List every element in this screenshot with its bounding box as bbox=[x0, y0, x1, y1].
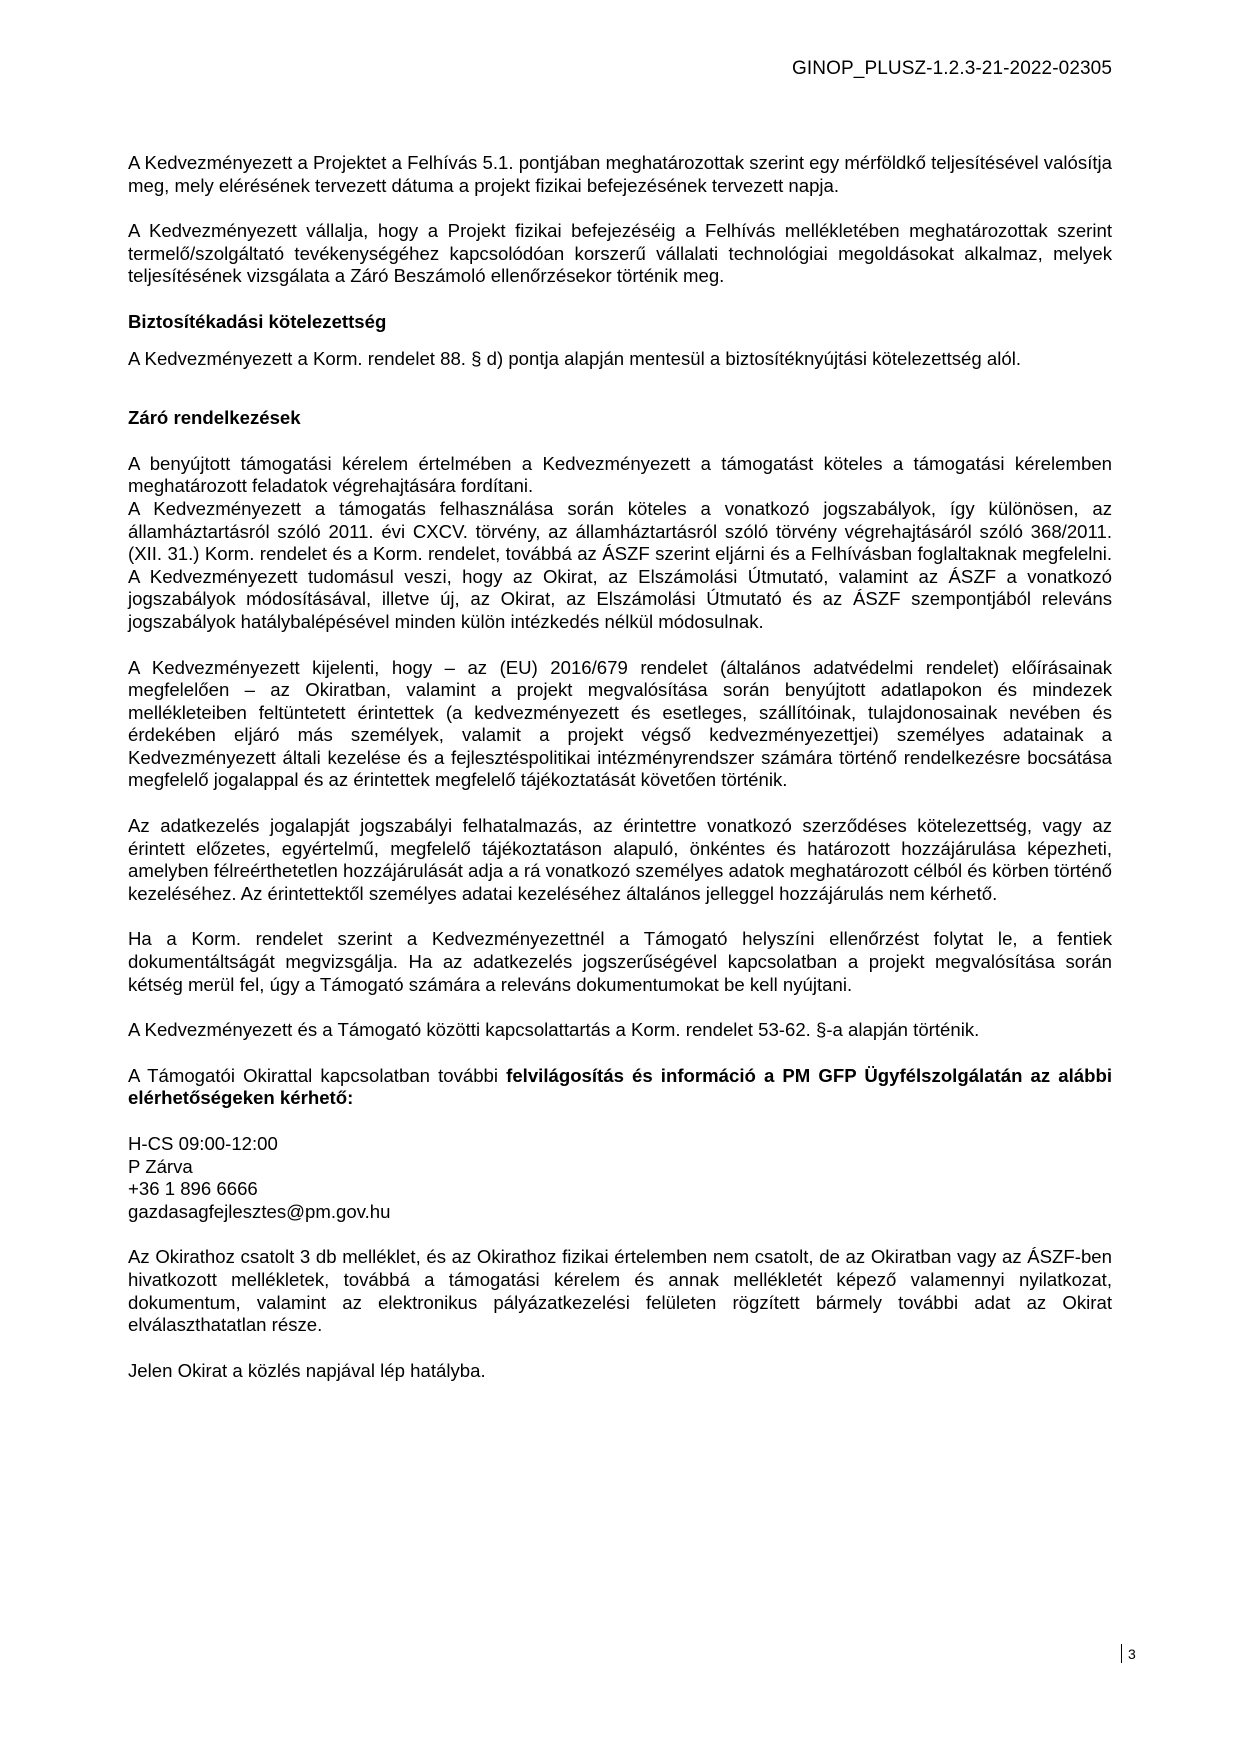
paragraph-data-processing-basis: Az adatkezelés jogalapját jogszabályi felhatalmazás, az érintettre vonatkozó szerződéses kötelezettség, vagy az érintett előzetes, egyértelmű, megfelelő tájékoztatáson alapuló, önkéntes és határozott hozzájárulása képezheti, amelyben félreérthetetlen hozzájárulását adja a rá vonatkozó személyes adatok meghatározott célból és körben történő kezeléséhez. Az érintettektől személyes adatai kezeléséhez általános jelleggel hozzájárulás nem kérhető. bbox=[128, 815, 1112, 904]
contact-phone: +36 1 896 6666 bbox=[128, 1178, 258, 1200]
contact-block bbox=[128, 1133, 1112, 1223]
paragraph-onsite-inspection: Ha a Korm. rendelet szerint a Kedvezményezettnél a Támogató helyszíni ellenőrzést folytat le, a fentiek dokumentáltságát megvizsgálja. Ha az adatkezelés jogszerűségével kapcsolatban a projekt megvalósítása során kétség merül fel, úgy a Támogató számára a releváns dokumentumokat be kell nyújtani. bbox=[128, 928, 1112, 995]
paragraph-legal-compliance: A Kedvezményezett a támogatás felhasználása során köteles a vonatkozó jogszabályok, így különösen, az államháztartásról szóló 2011. évi CXCV. törvény, az államháztartásról szóló törvény végrehajtásáról szóló 368/2011. (XII. 31.) Korm. rendelet és a Korm. rendelet, továbbá az ÁSZF szerint eljárni és a Felhívásban foglaltaknak megfelelni. A Kedvezményezett tudomásul veszi, hogy az Okirat, az Elszámolási Útmutató, valamint az ÁSZF a vonatkozó jogszabályok módosításával, illetve új, az Okirat, az Elszámolási Útmutató és az ÁSZF szempontjából releváns jogszabályok hatálybalépésével minden külön intézkedés nélkül módosulnak. bbox=[128, 497, 1112, 632]
paragraph-guarantee-exemption: A Kedvezményezett a Korm. rendelet 88. § d) pontja alapján mentesül a biztosítéknyújtási kötelezettség alól. bbox=[128, 347, 1022, 369]
paragraph-milestone: A Kedvezményezett a Projektet a Felhívás 5.1. pontjában meghatározottak szerint egy mérföldkő teljesítésével valósítja meg, mely elérésének tervezett dátuma a projekt fizikai befejezésének tervezett napja. bbox=[128, 152, 1112, 196]
paragraph-gdpr-statement: A Kedvezményezett kijelenti, hogy – az (EU) 2016/679 rendelet (általános adatvédelmi rendelet) előírásainak megfelelően – az Okiratban, valamint a projekt megvalósítása során benyújtott adatlapokon és mindezek mellékleteiben feltüntetett érintettek (a kedvezményezett és esetleges, szállítóinak, tulajdonosainak nevében és érdekében eljáró más személyek, valamit a projekt végső kedvezményezettjei) személyes adatainak a Kedvezményezett általi kezelése és a fejlesztéspolitikai intézményrendszer számára történő rendelkezésre bocsátása megfelelő jogalappal és az érintettek megfelelő tájékoztatását követően történik. bbox=[128, 656, 1112, 791]
paragraph-annexes: Az Okirathoz csatolt 3 db melléklet, és az Okirathoz fizikai értelemben nem csatolt, de az Okiratban vagy az ÁSZF-ben hivatkozott mellékletek, továbbá a támogatási kérelem és annak mellékletét képező valamennyi nyilatkozat, dokumentum, valamint az elektronikus pályázatkezelési felületen rögzített bármely további adat az Okirat elválaszthatatlan része. bbox=[128, 1246, 1112, 1336]
page-number bbox=[1121, 1644, 1136, 1663]
paragraph-effective-date: Jelen Okirat a közlés napjával lép hatályba. bbox=[128, 1359, 486, 1381]
paragraph-information-contact bbox=[128, 1065, 1112, 1110]
document-id-header: GINOP_PLUSZ-1.2.3-21-2022-02305 bbox=[792, 58, 1112, 79]
info-plain-text: A Támogatói Okirattal kapcsolatban további bbox=[128, 1064, 507, 1086]
paragraph-contact-keeping: A Kedvezményezett és a Támogató közötti kapcsolattartás a Korm. rendelet 53-62. §-a alapján történik. bbox=[128, 1019, 980, 1041]
heading-closing-provisions: Záró rendelkezések bbox=[128, 407, 301, 429]
heading-guarantee-obligation: Biztosítékadási kötelezettség bbox=[128, 310, 387, 332]
contact-friday: P Zárva bbox=[128, 1155, 193, 1177]
contact-hours: H-CS 09:00-12:00 bbox=[128, 1133, 278, 1154]
paragraph-technology-commitment: A Kedvezményezett vállalja, hogy a Projekt fizikai befejezéséig a Felhívás mellékletében meghatározottak szerint termelő/szolgáltató tevékenységéhez kapcsolódóan korszerű vállalati technológiai megoldásokat alkalmaz, melyek teljesítésének vizsgálata a Záró Beszámoló ellenőrzésekor történik meg. bbox=[128, 220, 1112, 287]
page-number-value: 3 bbox=[1128, 1645, 1136, 1662]
contact-email: gazdasagfejlesztes@pm.gov.hu bbox=[128, 1200, 391, 1222]
page-number-divider bbox=[1121, 1644, 1122, 1663]
paragraph-grant-usage: A benyújtott támogatási kérelem értelmében a Kedvezményezett a támogatást köteles a támogatási kérelemben meghatározott feladatok végrehajtására fordítani. bbox=[128, 452, 1112, 497]
info-bold-text: felvilágosítás és információ a PM GFP Ügyfélszolgálatán az alábbi elérhetőségeken kérhető: bbox=[128, 1064, 1112, 1109]
document-body bbox=[128, 152, 1112, 1382]
